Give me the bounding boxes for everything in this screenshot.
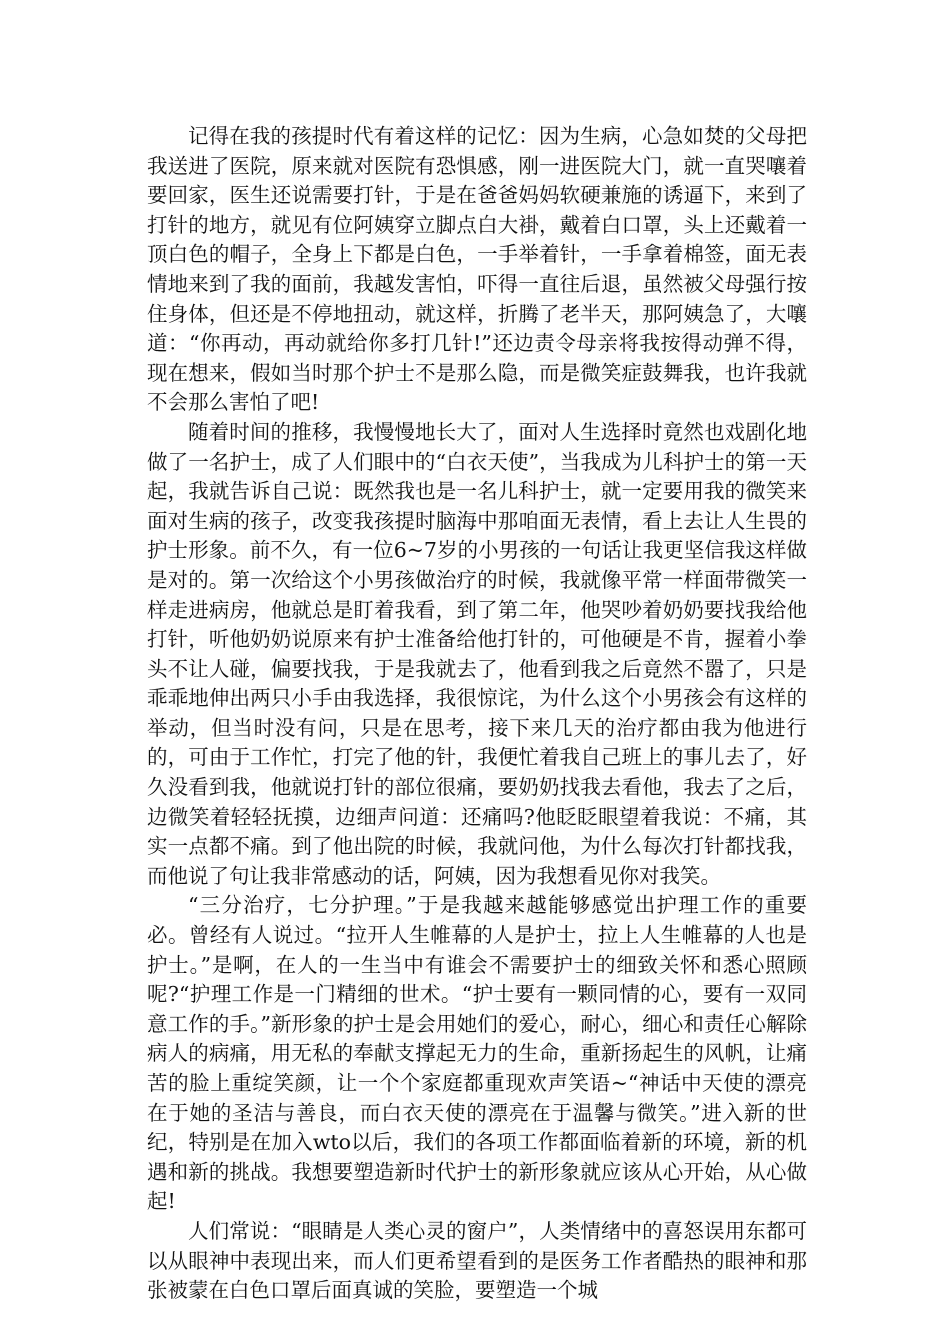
paragraph-becoming-nurse: 随着时间的推移，我慢慢地长大了，面对人生选择时竟然也戏剧化地做了一名护士，成了人们眼中的“白衣天使”，当我成为儿科护士的第一天起，我就告诉自己说：既然我也是一名儿科护士，就一定要用我的微笑来面对生病的孩子，改变我孩提时脑海中那咱面无表情，看上去让人生畏的护士形象。前不久，有一位6~7岁的小男孩的一句话让我更坚信我这样做是对的。第一次给这个小男孩做治疗的时候，我就像平常一样面带微笑一样走进病房，他就总是盯着我看，到了第二年，他哭吵着奶奶要找我给他打针，听他奶奶说原来有护士准备给他打针的，可他硬是不肯，握着小拳头不让人碰，偏要找我，于是我就去了，他看到我之后竟然不嚣了，只是乖乖地伸出两只小手由我选择，我很惊诧，为什么这个小男孩会有这样的举动，但当时没有问，只是在思考，接下来几天的治疗都由我为他进行的，可由于工作忙，打完了他的针，我便忙着我自己班上的事儿去了，好久没看到我，他就说打针的部位很痛，要奶奶找我去看他，我去了之后，边微笑着轻轻抚摸，边细声问道：还痛吗?他眨眨眼望着我说：不痛，其实一点都不痛。到了他出院的时候，我就问他，为什么每次打针都找我，而他说了句让我非常感动的话，阿姨，因为我想看见你对我笑。 [147,419,807,888]
document-body [147,122,807,1306]
paragraph-childhood-memory: 记得在我的孩提时代有着这样的记忆：因为生病，心急如焚的父母把我送进了医院，原来就对医院有恐惧感，刚一进医院大门，就一直哭嚷着要回家，医生还说需要打针，于是在爸爸妈妈软硬兼施的诱逼下，来到了打针的地方，就见有位阿姨穿立脚点白大褂，戴着白口罩，头上还戴着一顶白色的帽子，全身上下都是白色，一手举着针，一手拿着棉签，面无表情地来到了我的面前，我越发害怕，吓得一直往后退，虽然被父母强行按住身体，但还是不停地扭动，就这样，折腾了老半天，那阿姨急了，大嚷道：“你再动，再动就给你多打几针!”还边责令母亲将我按得动弹不得，现在想来，假如当时那个护士不是那么隐，而是微笑症鼓舞我，也许我就不会那么害怕了吧! [147,124,807,415]
paragraph-nursing-importance: “三分治疗，七分护理。”于是我越来越能够感觉出护理工作的重要必。曾经有人说过。“拉开人生帷幕的人是护士，拉上人生帷幕的人也是护士。”是啊，在人的一生当中有谁会不需要护士的细致关怀和悉心照顾呢?“护理工作是一门精细的世术。“护士要有一颗同情的心，要有一双同意工作的手。”新形象的护士是会用她们的爱心，耐心，细心和责任心解除病人的病痛，用无私的奉献支撑起无力的生命，重新扬起生的风帆，让痛苦的脸上重绽笑颜，让一个个家庭都重现欢声笑语~“神话中天使的漂亮在于她的圣洁与善良，而白衣天使的漂亮在于温馨与微笑。”进入新的世纪，特别是在加入wto以后，我们的各项工作都面临着新的环境，新的机遇和新的挑战。我想要塑造新时代护士的新形象就应该从心开始，从心做起! [147,893,807,1214]
paragraph-eyes-window: 人们常说：“眼睛是人类心灵的窗户”，人类情绪中的喜怒误用东都可以从眼神中表现出来，而人们更希望看到的是医务工作者酷热的眼神和那张被蒙在白色口罩后面真诚的笑脸，要塑造一个城 [147,1218,807,1303]
